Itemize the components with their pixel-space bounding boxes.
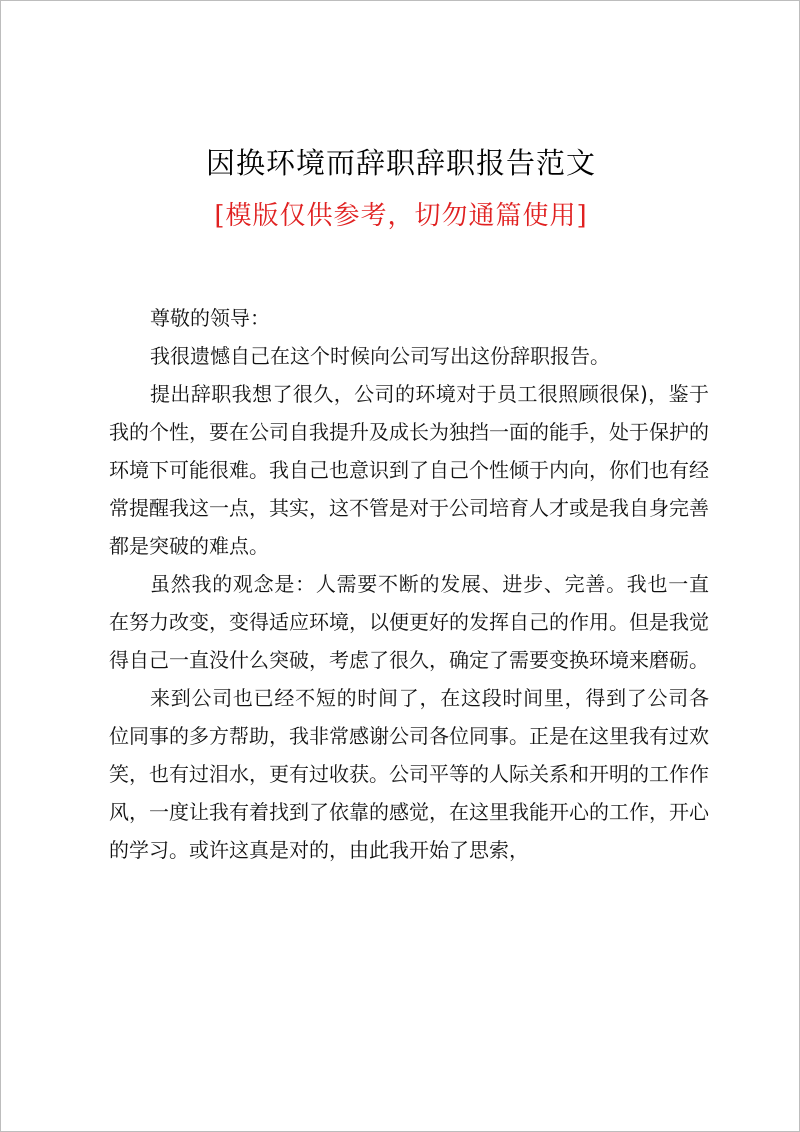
salutation: 尊敬的领导： <box>150 306 270 330</box>
paragraph-1: 我很遗憾自己在这个时候向公司写出这份辞职报告。 <box>150 344 610 368</box>
paragraph-4: 来到公司也已经不短的时间了，在这段时间里，得到了公司各位同事的多方帮助，我非常感谢公司各位同事。正是在这里我有过欢笑，也有过泪水，更有过收获。公司平等的人际关系和开明的工作作风，一度让我有着找到了依靠的感觉，在这里我能开心的工作，开心的学习。或许这真是对的，由此我开始了思索， <box>109 686 709 862</box>
paragraph-2: 提出辞职我想了很久，公司的环境对于员工很照顾很保)，鉴于我的个性，要在公司自我提升及成长为独挡一面的能手，处于保护的环境下可能很难。我自己也意识到了自己个性倾于内向，你们也有经常提醒我这一点，其实，这不管是对于公司培育人才或是我自身完善都是突破的难点。 <box>109 382 709 558</box>
paragraph-3: 虽然我的观念是：人需要不断的发展、进步、完善。我也一直在努力改变，变得适应环境，以便更好的发挥自己的作用。但是我觉得自己一直没什么突破，考虑了很久，确定了需要变换环境来磨砺。 <box>109 572 709 672</box>
document-body <box>109 299 709 869</box>
document-title: 因换环境而辞职辞职报告范文 <box>205 146 596 180</box>
template-notice: [模版仅供参考，切勿通篇使用] <box>214 201 588 231</box>
